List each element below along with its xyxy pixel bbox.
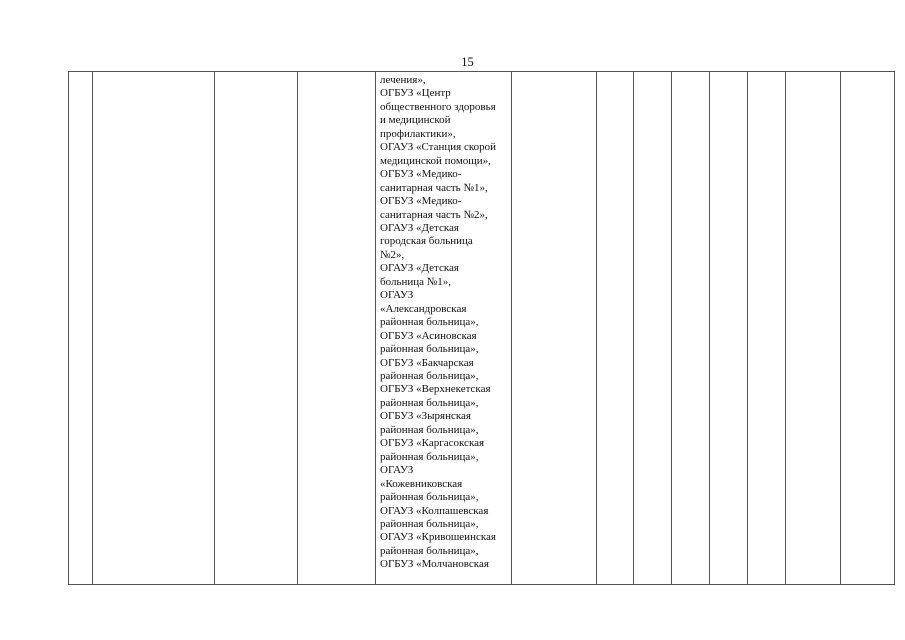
table-row xyxy=(69,72,895,585)
organization-line: районная больница», xyxy=(380,423,479,436)
organization-line: «Кожевниковская xyxy=(380,477,463,490)
table-cell-col-4 xyxy=(298,72,376,585)
organization-line: больница №1», xyxy=(380,275,451,288)
organization-list xyxy=(376,72,511,572)
organization-line: ОГБУЗ «Каргасокская xyxy=(380,437,485,450)
organization-line: «Александровская xyxy=(380,302,467,315)
organization-line: ОГБУЗ «Асиновская xyxy=(380,329,477,342)
table-cell-col-2 xyxy=(93,72,215,585)
table-cell-col-9 xyxy=(672,72,710,585)
table-cell-col-3 xyxy=(215,72,298,585)
organization-line: ОГБУЗ «Верхнекетская xyxy=(380,383,491,396)
organization-line: районная больница», xyxy=(380,450,479,463)
organization-line: ОГАУЗ «Детская xyxy=(380,221,459,234)
organization-line: ОГБУЗ «Центр xyxy=(380,87,451,100)
organization-line: районная больница», xyxy=(380,316,479,329)
table-cell-col-12 xyxy=(786,72,841,585)
table-cell-col-8 xyxy=(634,72,672,585)
organization-line: ОГАУЗ «Станция скорой xyxy=(380,141,497,154)
organization-line: ОГАУЗ «Колпашевская xyxy=(380,504,489,517)
organization-line: ОГБУЗ «Бакчарская xyxy=(380,356,474,369)
table-cell-col-6 xyxy=(512,72,597,585)
organization-line: общественного здоровья xyxy=(380,100,496,113)
organization-line: районная больница», xyxy=(380,343,479,356)
organization-line: ОГБУЗ «Медико- xyxy=(380,195,462,208)
table-cell-col-7 xyxy=(597,72,634,585)
organization-line: городская больница xyxy=(380,235,473,248)
organization-line: ОГАУЗ «Детская xyxy=(380,262,459,275)
organization-line: ОГАУЗ «Кривошеинская xyxy=(380,531,496,544)
organization-line: №2», xyxy=(380,248,405,261)
organization-line: ОГБУЗ «Медико- xyxy=(380,168,462,181)
organization-line: лечения», xyxy=(380,74,426,86)
table-cell-organizations xyxy=(376,72,512,585)
organization-line: медицинской помощи», xyxy=(380,154,491,167)
table-cell-col-13 xyxy=(841,72,895,585)
table-cell-col-10 xyxy=(710,72,748,585)
organization-line: и медицинской xyxy=(380,114,451,127)
organization-line: районная больница», xyxy=(380,517,479,530)
organization-line: районная больница», xyxy=(380,369,479,382)
organization-line: санитарная часть №2», xyxy=(380,208,488,221)
table-cell-col-11 xyxy=(748,72,786,585)
page-number: 15 xyxy=(461,55,474,69)
document-table xyxy=(68,71,895,585)
table-cell-col-1 xyxy=(69,72,93,585)
organization-line: ОГАУЗ xyxy=(380,289,414,302)
organization-line: профилактики», xyxy=(380,127,456,140)
organization-line: районная больница», xyxy=(380,396,479,409)
organization-line: санитарная часть №1», xyxy=(380,181,488,194)
organization-line: районная больница», xyxy=(380,491,479,504)
organization-line: ОГБУЗ «Зырянская xyxy=(380,410,471,423)
organization-line: ОГАУЗ xyxy=(380,464,414,477)
organization-line: ОГБУЗ «Молчановская xyxy=(380,558,489,571)
organization-line: районная больница», xyxy=(380,544,479,557)
